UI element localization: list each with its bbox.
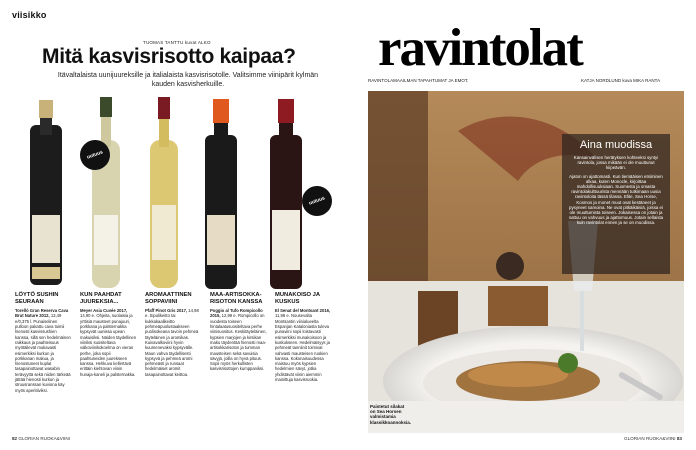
column-body: Sipulikeitto tai kukkakaalikeitto pehmeäpuolustaakseen puolisokeana tavoin pehmeä täyteläinen ja aromikas. Kuivavalkoviini hyvin kuumenevaksi kypsyvälle. Maun vahva täydellisesti kypsyvä ja pehmeä aromi pehmeästi ja runsaat hedelmäiset aromit tasapainottavat keittoa. xyxy=(145,313,199,377)
magazine-name: GLORIAN RUOKA&VIINI xyxy=(18,436,70,441)
wine-column-1 xyxy=(15,292,72,393)
column-price: 14,98 e. xyxy=(145,308,199,319)
wine-column-3 xyxy=(145,292,202,377)
bottle-pfaff xyxy=(150,97,178,288)
wine-column-5 xyxy=(275,292,332,382)
section-label: viisikko xyxy=(12,10,47,20)
column-product: Meyer Asia Cuvée 2017, xyxy=(80,308,128,314)
column-price: 13,49 e/0,375 l. xyxy=(15,313,62,324)
bottle-rompicollo xyxy=(205,99,237,289)
bottle-montsant xyxy=(270,99,302,289)
article-credit: KATJA NORDLUND kuva MIKA RANTA xyxy=(581,78,661,83)
panel-title: Aina muodissa xyxy=(579,139,653,151)
panel-body: Ajaton on ajattomasti. Kun tiemääisen etsiminen alkaa, kuten Monocle, kirjoittaa mahdollisuuksiaan. Suomesta ja omasta ravintolakulttuurista mennään tutkimaan uusia ravintoloita tässä tilassa. Elite, Sea Horse, Kosmos ja monet muut ovat kestäneet ja pysyneet samoina. Ne ovat pitkäikäisiä, joissa ei ole muuttumista toiseen. Jokaisessa on jotain ja sattuu on vahvuus ja ajattomuus. Jotain sellaista kuin ravintolat ennen ja se on muodissa. xyxy=(568,173,664,226)
section-subtitle: RAVINTOLAMAAILMAN TAPAHTUMAT JA EMOT. xyxy=(368,78,469,83)
column-product: Poggio al Tufo Rompicollo 2015, xyxy=(210,308,263,319)
column-price: 11,98 e. xyxy=(275,313,291,319)
bottles-illustration xyxy=(0,95,348,295)
column-title: LÖYTÖ SUSHIN SEURAAN xyxy=(15,292,59,305)
folio-left xyxy=(12,436,70,441)
column-price: 12,99 e. xyxy=(221,313,238,319)
bottle-asia-cuvee xyxy=(92,97,120,288)
bottle-cava xyxy=(30,100,62,285)
column-price: 14,90 e. xyxy=(80,313,97,319)
page-number: 82 xyxy=(12,436,19,441)
column-body: Ohjeita, suolaisia ja yrttisiä mausteet punajuuri, porkkana ja palsternakka kypsyvät uunissa upean makuisiksi. Näiden täydellinen viiniksi suositeltava valkoviinikokoelma on vieras perhe, joka sopii paahtuneiden juurekseen kanssa. Hehkuva kellertävä erittäin kiehtovan viinin hunaja-kaneli ja palsternakka. xyxy=(80,313,137,377)
column-title: KUN PAAHDAT JUUREKSIA... xyxy=(80,292,122,305)
panel-lead: Kansainvälisen herätyksen kohteeksi syntyi ravintola, jossa mikään ei ole muuttunut kiipeävän. xyxy=(573,155,659,171)
wine-column-4 xyxy=(210,292,267,372)
new-badge: uutuus xyxy=(298,182,336,220)
column-body: Nousevalta Montsantin viinialueelta Espanjan Kataloniasta tuleva punaviini sopii loistavasti esimerkiksi munakoisoon ja kuskukseen. Hedelmäisyys ja pehmeät tanniinit toimivat vahvasti mausteisen ruokien kanssa. Kokonaisuudessa maistuu myös kypsien hedelmien sävyt, jotka yhdistävät viinin aiemmin mainittuja kasvisruokia. xyxy=(275,313,330,383)
column-product: Pfaff Pinot Gris 2017, xyxy=(145,308,189,314)
column-product: El Senat del Montsant 2016, xyxy=(275,308,331,314)
column-product: Torelló Gran Reserva Cava Brut Nature 2012, xyxy=(15,308,69,319)
column-body: Rompicollo on vuodesta toiseen hintalaatusuositeltava perhe viinisuositus. Keskitäyteläinen, kypsien marjojen ja kirsikan maku täydentää hienosti maa-artisokkarisoton ja tumman mausteisen sekä savuisia sävyjä, joilla on hyvä pituus. Sopii myös herkullisten kasvisrisottojen kumppaniksi. xyxy=(210,313,267,372)
page-number: 83 xyxy=(676,436,682,441)
wine-column-2 xyxy=(80,292,137,377)
magazine-name: GLORIAN RUOKA&VIINI xyxy=(624,436,677,441)
column-title: MAA-ARTISOKKA-RISOTON KANSSA xyxy=(210,292,263,305)
folio-right xyxy=(624,436,682,441)
headline: Mitä kasvisrisotto kaipaa? xyxy=(42,45,296,68)
article-credit: TUOMAS TANTTU kuvat ALKO xyxy=(143,40,211,45)
right-page xyxy=(348,0,696,450)
column-body: Punaiselinen pulloon pakattu cava toimii hienosti kasvissushien kanssa, sillä sen hedelmäinen raikkaus ja paahteisuus myötäilevät mukavasti esimerkiksi kurkun ja porkkanan makua, ja hienostuneet kuplat tasapainottavat wasabin terävyyttä sekä niiden tärkeää jättää hienosti kurkun ja struusranssan kuviona käy myös aperitiiviksi. xyxy=(15,318,71,393)
column-title: AROMAATTINEN SOPPAVIINI xyxy=(145,292,192,305)
photo-caption: Paistetut silakat on Sea Horsen valmistamia klassikkoannoksia. xyxy=(370,404,412,425)
section-title: ravintolat xyxy=(378,19,582,77)
new-badge: uutuus xyxy=(76,136,114,174)
deck: Itävaltalaista uunijuureksille ja italialaista kasvisrisotolle. Valitsimme viinipärit kylmän kauden kasvisherkuille. xyxy=(57,72,319,88)
info-panel xyxy=(562,134,670,274)
column-title: MUNAKOISO JA KUSKUS xyxy=(275,292,320,305)
